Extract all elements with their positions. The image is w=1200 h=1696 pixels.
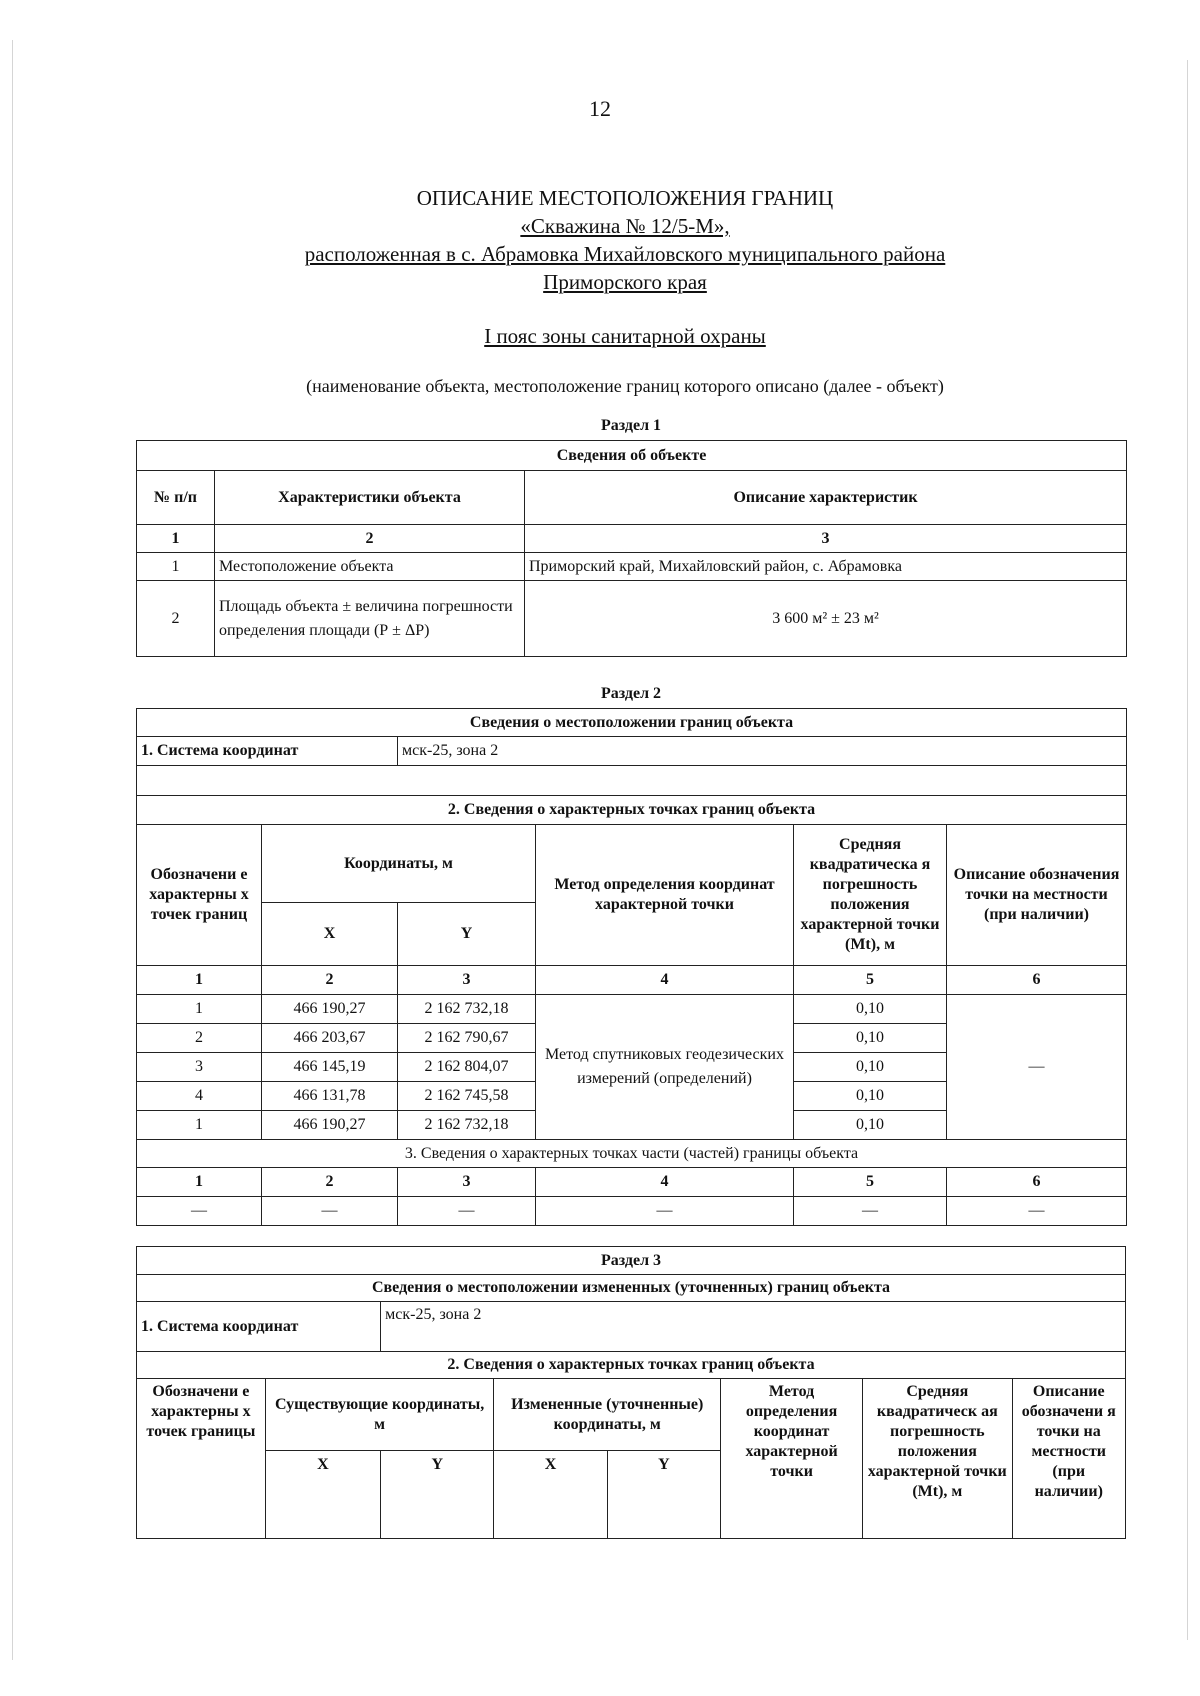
section2-table	[136, 708, 1127, 1226]
dash-cell: —	[398, 1197, 536, 1226]
title-region: Приморского края	[543, 270, 707, 294]
point-id: 1	[137, 1111, 262, 1140]
point-id: 4	[137, 1082, 262, 1111]
row-char: Площадь объекта ± величина погрешности определения площади (Р ± ΔР)	[215, 581, 525, 657]
colnum-cell: 3	[398, 1168, 536, 1197]
scan-edge-right	[1187, 60, 1188, 1640]
point-mt: 0,10	[794, 1111, 947, 1140]
coord-system-value: мск-25, зона 2	[381, 1302, 1126, 1352]
section2-caption: Сведения о местоположении границ объекта	[137, 709, 1127, 737]
row-desc: Приморский край, Михайловский район, с. Абрамовка	[525, 553, 1127, 581]
dash-cell: —	[794, 1197, 947, 1226]
zone-name: I пояс зоны санитарной охраны	[484, 324, 766, 348]
title-object-name: «Скважина № 12/5-М»,	[520, 214, 730, 238]
colnum-cell: 1	[137, 1168, 262, 1197]
point-mt: 0,10	[794, 1082, 947, 1111]
colnum-cell: 6	[947, 1168, 1127, 1197]
col-coords-header: Координаты, м	[262, 825, 536, 903]
point-mt: 0,10	[794, 1053, 947, 1082]
colnum-cell: 2	[215, 525, 525, 553]
colnum-cell: 2	[262, 1168, 398, 1197]
row-no: 2	[137, 581, 215, 657]
colnum-cell: 4	[536, 966, 794, 995]
coord-system-label: 1. Система координат	[137, 1302, 381, 1352]
col-desc-header: Описание обозначения точки на местности (при наличии)	[947, 825, 1127, 966]
col-existing-header: Существующие координаты, м	[265, 1379, 494, 1451]
section1-caption: Сведения об объекте	[137, 441, 1127, 471]
row-char: Местоположение объекта	[215, 553, 525, 581]
point-id: 1	[137, 995, 262, 1024]
point-id: 2	[137, 1024, 262, 1053]
col-x-header: X	[265, 1451, 380, 1539]
col-y-header: Y	[398, 903, 536, 966]
col-error-header: Средняя квадратическа я погрешность положения характерной точки (Mt), м	[794, 825, 947, 966]
point-mt: 0,10	[794, 1024, 947, 1053]
section2-heading: Раздел 2	[600, 685, 662, 702]
scan-edge-left	[12, 40, 13, 1660]
col-x-header: X	[262, 903, 398, 966]
section3-caption: Сведения о местоположении измененных (уточненных) границ объекта	[137, 1275, 1126, 1302]
document-title	[150, 184, 1100, 296]
section3-heading: Раздел 3	[137, 1247, 1126, 1275]
coord-system-label: 1. Система координат	[137, 737, 398, 766]
section1-table	[136, 440, 1127, 657]
blank-row	[137, 766, 1127, 796]
dash-cell: —	[262, 1197, 398, 1226]
dash-cell: —	[137, 1197, 262, 1226]
col-method-header: Метод определения координат характерной точки	[536, 825, 794, 966]
point-x: 466 190,27	[262, 1111, 398, 1140]
col-no-header: № п/п	[137, 471, 215, 525]
colnum-cell: 6	[947, 966, 1127, 995]
dash-cell: —	[947, 1197, 1127, 1226]
col-desc-header: Описание обозначени я точки на местности (при наличии)	[1012, 1379, 1126, 1539]
method-cell: Метод спутниковых геодезических измерений (определений)	[536, 995, 794, 1140]
point-id: 3	[137, 1053, 262, 1082]
point-y: 2 162 790,67	[398, 1024, 536, 1053]
point-mt: 0,10	[794, 995, 947, 1024]
object-note: (наименование объекта, местоположение границ которого описано (далее - объект)	[306, 376, 944, 396]
title-location: расположенная в с. Абрамовка Михайловского муниципального района	[304, 242, 946, 266]
col-method-header: Метод определения координат характерной точки	[721, 1379, 863, 1539]
colnum-cell: 1	[137, 966, 262, 995]
point-y: 2 162 732,18	[398, 995, 536, 1024]
parts-caption: 3. Сведения о характерных точках части (частей) границы объекта	[137, 1140, 1127, 1168]
col-x-header: X	[494, 1451, 607, 1539]
col-char-header: Характеристики объекта	[215, 471, 525, 525]
table-row	[137, 995, 1127, 1024]
col-point-header: Обозначени е характерны х точек границы	[137, 1379, 266, 1539]
row-desc: 3 600 м² ± 23 м²	[525, 581, 1127, 657]
coord-system-value: мск-25, зона 2	[398, 737, 1127, 766]
colnum-cell: 2	[262, 966, 398, 995]
colnum-cell: 1	[137, 525, 215, 553]
point-desc-cell: —	[947, 995, 1127, 1140]
section3-table	[136, 1246, 1126, 1539]
points-caption: 2. Сведения о характерных точках границ объекта	[137, 1352, 1126, 1379]
col-changed-header: Измененные (уточненные) координаты, м	[494, 1379, 721, 1451]
point-x: 466 190,27	[262, 995, 398, 1024]
table-row	[137, 1197, 1127, 1226]
dash-cell: —	[536, 1197, 794, 1226]
colnum-cell: 5	[794, 966, 947, 995]
col-y-header: Y	[607, 1451, 720, 1539]
point-x: 466 203,67	[262, 1024, 398, 1053]
point-x: 466 131,78	[262, 1082, 398, 1111]
page-number: 12	[589, 96, 611, 121]
col-desc-header: Описание характеристик	[525, 471, 1127, 525]
point-y: 2 162 745,58	[398, 1082, 536, 1111]
col-y-header: Y	[381, 1451, 494, 1539]
colnum-cell: 3	[398, 966, 536, 995]
section1-heading: Раздел 1	[600, 417, 662, 434]
point-x: 466 145,19	[262, 1053, 398, 1082]
points-caption: 2. Сведения о характерных точках границ объекта	[137, 796, 1127, 825]
table-row	[137, 581, 1127, 657]
col-point-header: Обозначени е характерны х точек границ	[137, 825, 262, 966]
col-error-header: Средняя квадратическ ая погрешность положения характерной точки (Mt), м	[863, 1379, 1012, 1539]
point-y: 2 162 804,07	[398, 1053, 536, 1082]
row-no: 1	[137, 553, 215, 581]
point-y: 2 162 732,18	[398, 1111, 536, 1140]
colnum-cell: 4	[536, 1168, 794, 1197]
colnum-cell: 5	[794, 1168, 947, 1197]
table-row	[137, 553, 1127, 581]
title-line-1: ОПИСАНИЕ МЕСТОПОЛОЖЕНИЯ ГРАНИЦ	[416, 186, 834, 210]
colnum-cell: 3	[525, 525, 1127, 553]
